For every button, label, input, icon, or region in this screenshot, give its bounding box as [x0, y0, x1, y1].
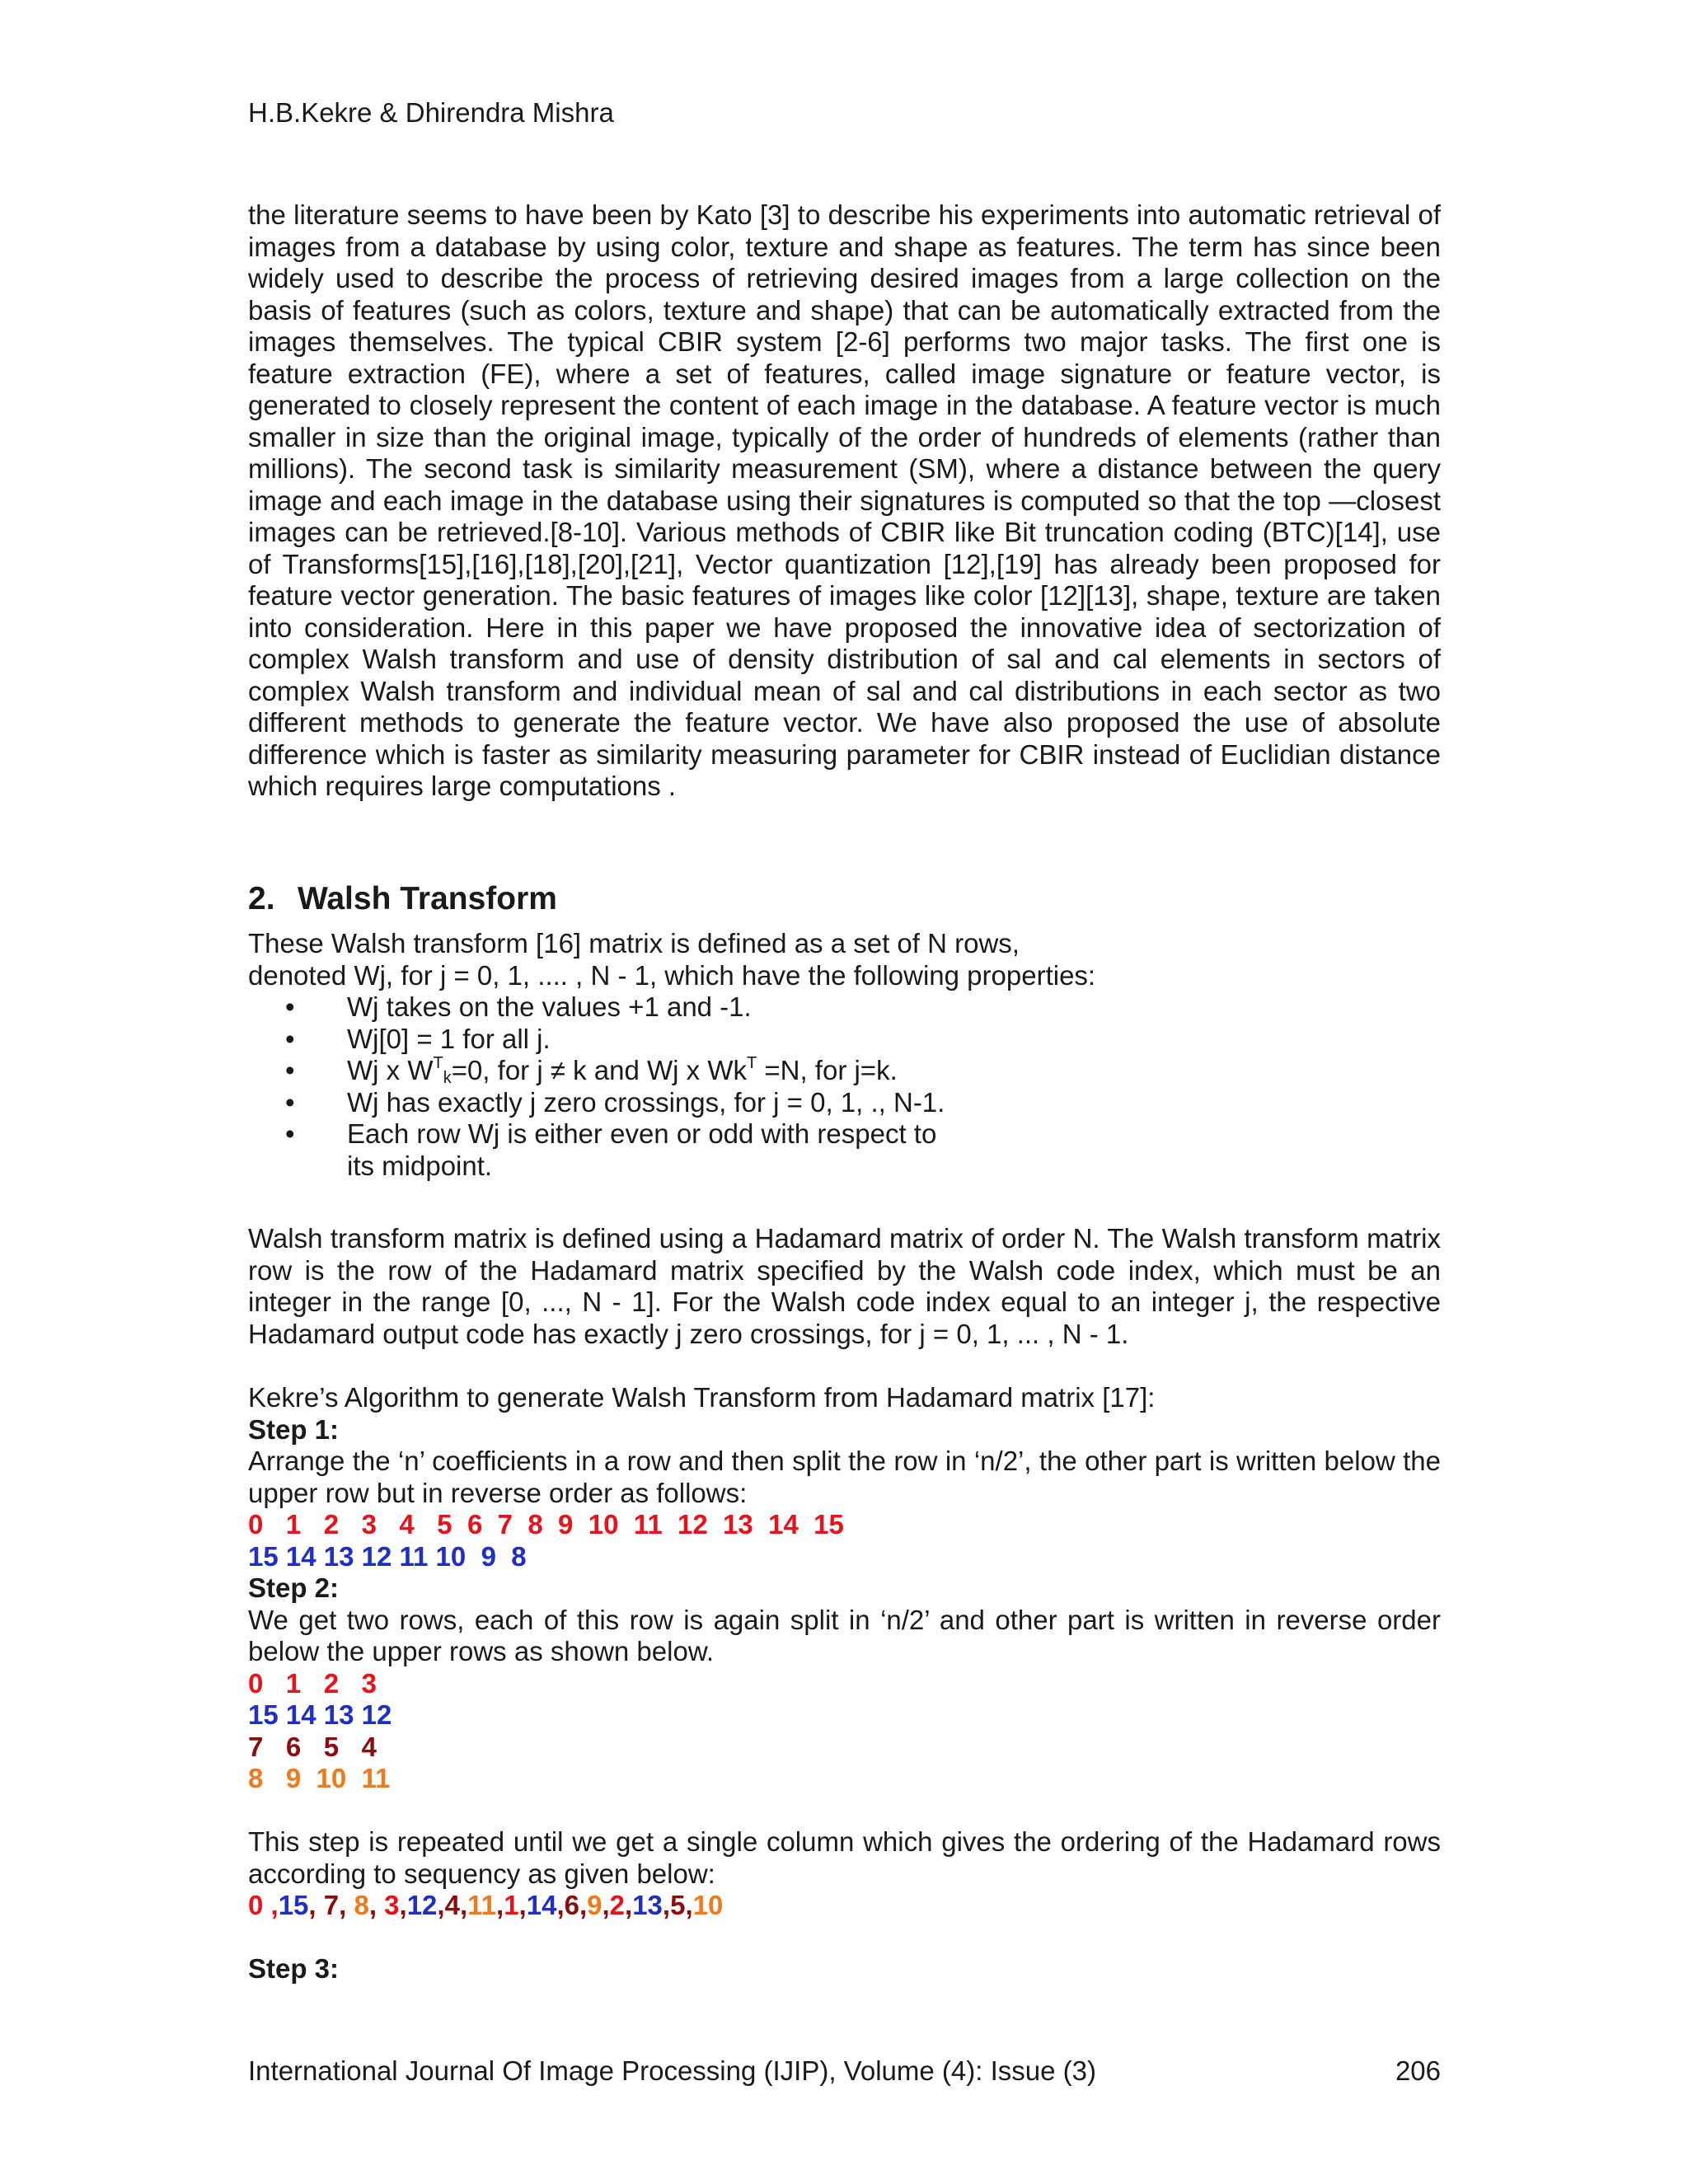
order-token: 1 [504, 1890, 519, 1920]
footer-journal: International Journal Of Image Processing (IJIP), Volume (4): Issue (3) [248, 2055, 1096, 2086]
intro-line-2: denoted Wj, for j = 0, 1, .... , N - 1, which have the following properties: [248, 959, 1096, 991]
property-list [248, 991, 1441, 1182]
step-2-text: We get two rows, each of this row is again split in ‘n/2’ and other part is written in reverse order below the upper rows as shown below. [248, 1604, 1441, 1666]
order-token: 4 [444, 1890, 460, 1920]
order-token: , [602, 1890, 610, 1920]
step-2-row-3: 7 6 5 4 [248, 1731, 377, 1762]
order-token: , [308, 1890, 324, 1920]
intro-line-1: These Walsh transform [16] matrix is defined as a set of N rows, [248, 928, 1020, 958]
order-token: 14 [526, 1890, 557, 1920]
order-token: , [339, 1890, 354, 1920]
kekre-algorithm [248, 1382, 1441, 1922]
order-token: 5 [670, 1890, 686, 1920]
step-2-row-1: 0 1 2 3 [248, 1667, 377, 1699]
step-2-row-2: 15 14 13 12 [248, 1699, 392, 1730]
bullet-icon: • [285, 1023, 295, 1054]
order-token: , [368, 1890, 385, 1920]
step-3-label: Step 3: [248, 1953, 340, 1984]
algorithm-title: Kekre’s Algorithm to generate Walsh Transform from Hadamard matrix [17]: [248, 1382, 1156, 1413]
order-token: , [518, 1890, 527, 1920]
order-token: 6 [564, 1890, 579, 1920]
spacer [248, 1795, 1441, 1827]
step-2-row-4: 8 9 10 11 [248, 1763, 391, 1793]
step-2-label: Step 2: [248, 1572, 340, 1603]
step-1-label: Step 1: [248, 1413, 340, 1445]
walsh-intro [248, 928, 1441, 991]
order-token: 8 [354, 1890, 369, 1920]
property-item: • Wj x $W^T_k=0$, for j ≠ k and Wj x $Wk^T =N$, for j=k. [285, 1054, 898, 1087]
order-token: , [496, 1890, 504, 1920]
property-item: • Wj has exactly j zero crossings, for j = 0, 1, ., N-1. [285, 1086, 945, 1118]
running-header: H.B.Kekre & Dhirendra Mishra [248, 97, 614, 128]
order-token: , [459, 1890, 468, 1920]
order-token: 15 [278, 1890, 309, 1920]
property-item: • Wj[0] = 1 for all j. [285, 1023, 551, 1054]
order-token: , [685, 1890, 693, 1920]
body-paragraph-2: Walsh transform matrix is defined using a Hadamard matrix of order N. The Walsh transform matrix row is the row of the Hadamard matrix specified by the Walsh code index, which must be an integer in the range [0, ..., N - 1]. For the Walsh code index equal to an integer j, the respective Hadamard output code has exactly j zero crossings, for j = 0, 1, ... , N - 1. [248, 1223, 1441, 1349]
order-token: 7 [323, 1890, 340, 1920]
section-number: 2. [248, 881, 275, 916]
property-item: • Wj takes on the values +1 and -1. [285, 991, 752, 1022]
order-token: , [625, 1890, 633, 1920]
order-token: 9 [587, 1890, 603, 1920]
page-footer [248, 2055, 1441, 2088]
order-token: 13 [632, 1890, 663, 1920]
bullet-icon: • [285, 1086, 295, 1118]
bullet-icon: • [285, 1118, 295, 1149]
bullet-icon: • [285, 1055, 295, 1085]
body-paragraph-1: the literature seems to have been by Kato [3] to describe his experiments into automatic retrieval of images from a database by using color, texture and shape as features. The term has since been widely used to describe the process of retrieving desired images from a large collection on the basis of features (such as colors, texture and shape) that can be automatically extracted from the images themselves. The typical CBIR system [2-6] performs two major tasks. The first one is feature extraction (FE), where a set of features, called image signature or feature vector, is generated to closely represent the content of each image in the database. A feature vector is much smaller in size than the original image, typically of the order of hundreds of elements (rather than millions). The second task is similarity measurement (SM), where a distance between the query image and each image in the database using their signatures is computed so that the top —closest images can be retrieved.[8-10]. Various methods of CBIR like Bit truncation coding (BTC)[14], use of Transforms[15],[16],[18],[20],[21], Vector quantization [12],[19] has already been proposed for feature vector generation. The basic features of images like color [12][13], shape, texture are taken into consideration. Here in this paper we have proposed the innovative idea of sectorization of complex Walsh transform and use of density distribution of sal and cal elements in sectors of complex Walsh transform and individual mean of sal and cal distributions in each sector as two different methods to generate the feature vector. We have also proposed the use of absolute difference which is faster as similarity measuring parameter for CBIR instead of Euclidian distance which requires large computations . [248, 199, 1441, 801]
order-token: , [662, 1890, 671, 1920]
page-number: 206 [1395, 2055, 1441, 2086]
property-item: • Each row Wj is either even or odd with respect to [285, 1118, 937, 1149]
order-token: 0 , [248, 1890, 279, 1920]
order-token: 11 [467, 1890, 497, 1920]
bullet-icon: • [285, 991, 295, 1022]
order-token: , [579, 1890, 588, 1920]
step-1-text: Arrange the ‘n’ coefficients in a row and then split the row in ‘n/2’, the other part is written below the upper row but in reverse order as follows: [248, 1446, 1441, 1508]
section-heading [248, 880, 1441, 918]
property-item-continuation: its midpoint. [347, 1150, 493, 1181]
section-title: Walsh Transform [298, 881, 557, 916]
order-token: 10 [692, 1890, 724, 1920]
step-1-row-2: 15 14 13 12 11 10 9 8 [248, 1540, 527, 1572]
repeat-text: This step is repeated until we get a single column which gives the ordering of the Hadamard rows according to sequency as given below: [248, 1826, 1441, 1889]
order-token: 12 [406, 1890, 438, 1920]
order-token: 3 [384, 1890, 400, 1920]
order-token: 2 [609, 1890, 626, 1920]
sequency-order [248, 1890, 1441, 1922]
order-token: , [437, 1890, 445, 1920]
step-1-row-1: 0 1 2 3 4 5 6 7 8 9 10 11 12 13 14 15 [248, 1509, 844, 1540]
order-token: , [399, 1890, 407, 1920]
order-token: , [556, 1890, 565, 1920]
